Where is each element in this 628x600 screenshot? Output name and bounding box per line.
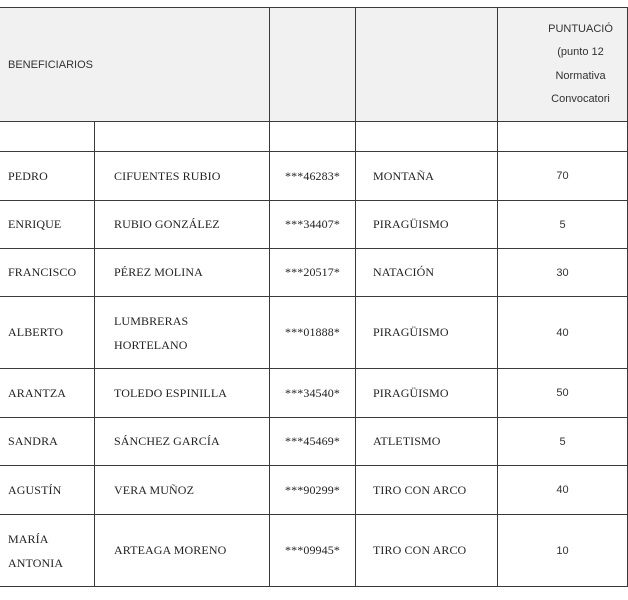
id-cell: ***34540* <box>270 369 356 418</box>
id-cell: ***45469* <box>270 418 356 466</box>
sport-cell: MONTAÑA <box>356 152 498 201</box>
empty-cell <box>270 122 356 152</box>
table-row <box>0 418 628 466</box>
last-name-cell: VERA MUÑOZ <box>95 466 270 515</box>
score-cell: 30 <box>498 249 628 297</box>
score-cell: 70 <box>498 152 628 201</box>
score-cell: 40 <box>498 466 628 515</box>
header-row <box>0 8 628 122</box>
table-row <box>0 152 628 201</box>
sport-cell: TIRO CON ARCO <box>356 466 498 515</box>
empty-cell <box>498 122 628 152</box>
first-name-cell: PEDRO <box>0 152 95 201</box>
beneficiarios-header <box>0 8 270 122</box>
first-name-cell: AGUSTÍN <box>0 466 95 515</box>
table-row <box>0 466 628 515</box>
score-cell: 5 <box>498 418 628 466</box>
first-name-cell <box>0 515 95 587</box>
table-row <box>0 297 628 369</box>
last-name-line: HORTELANO <box>114 337 188 352</box>
sport-cell: PIRAGÜISMO <box>356 297 498 369</box>
score-cell: 50 <box>498 369 628 418</box>
beneficiarios-label: BENEFICIARIOS <box>8 58 93 71</box>
puntuacion-header <box>498 8 628 122</box>
puntuacion-header-line: PUNTUACIÓ <box>548 22 613 35</box>
empty-header-cell <box>356 8 498 122</box>
beneficiaries-table <box>0 7 628 587</box>
id-cell: ***09945* <box>270 515 356 587</box>
sport-cell: ATLETISMO <box>356 418 498 466</box>
empty-cell <box>0 122 95 152</box>
last-name-cell <box>95 297 270 369</box>
first-name-line: MARÍA <box>8 531 49 546</box>
id-cell: ***90299* <box>270 466 356 515</box>
last-name-line: LUMBRERAS <box>114 313 189 328</box>
table-row <box>0 515 628 587</box>
last-name-cell: RUBIO GONZÁLEZ <box>95 201 270 249</box>
last-name-cell: CIFUENTES RUBIO <box>95 152 270 201</box>
score-cell: 40 <box>498 297 628 369</box>
last-name-cell: PÉREZ MOLINA <box>95 249 270 297</box>
sport-cell: TIRO CON ARCO <box>356 515 498 587</box>
first-name-cell: SANDRA <box>0 418 95 466</box>
id-cell: ***01888* <box>270 297 356 369</box>
empty-cell <box>95 122 270 152</box>
last-name-cell: SÁNCHEZ GARCÍA <box>95 418 270 466</box>
puntuacion-header-line: (punto 12 <box>557 46 604 58</box>
last-name-cell: ARTEAGA MORENO <box>95 515 270 587</box>
sport-cell: NATACIÓN <box>356 249 498 297</box>
last-name-cell: TOLEDO ESPINILLA <box>95 369 270 418</box>
first-name-line: ANTONIA <box>8 555 64 570</box>
empty-cell <box>356 122 498 152</box>
first-name-cell: ALBERTO <box>0 297 95 369</box>
table-row <box>0 249 628 297</box>
id-cell: ***34407* <box>270 201 356 249</box>
table-row <box>0 369 628 418</box>
sport-cell: PIRAGÜISMO <box>356 201 498 249</box>
puntuacion-header-line: Normativa <box>555 69 606 82</box>
first-name-cell: FRANCISCO <box>0 249 95 297</box>
empty-header-cell <box>270 8 356 122</box>
id-cell: ***46283* <box>270 152 356 201</box>
puntuacion-header-line: Convocatori <box>551 93 610 105</box>
table-row <box>0 201 628 249</box>
score-cell: 5 <box>498 201 628 249</box>
score-cell: 10 <box>498 515 628 587</box>
first-name-cell: ENRIQUE <box>0 201 95 249</box>
sport-cell: PIRAGÜISMO <box>356 369 498 418</box>
id-cell: ***20517* <box>270 249 356 297</box>
empty-row <box>0 122 628 152</box>
first-name-cell: ARANTZA <box>0 369 95 418</box>
